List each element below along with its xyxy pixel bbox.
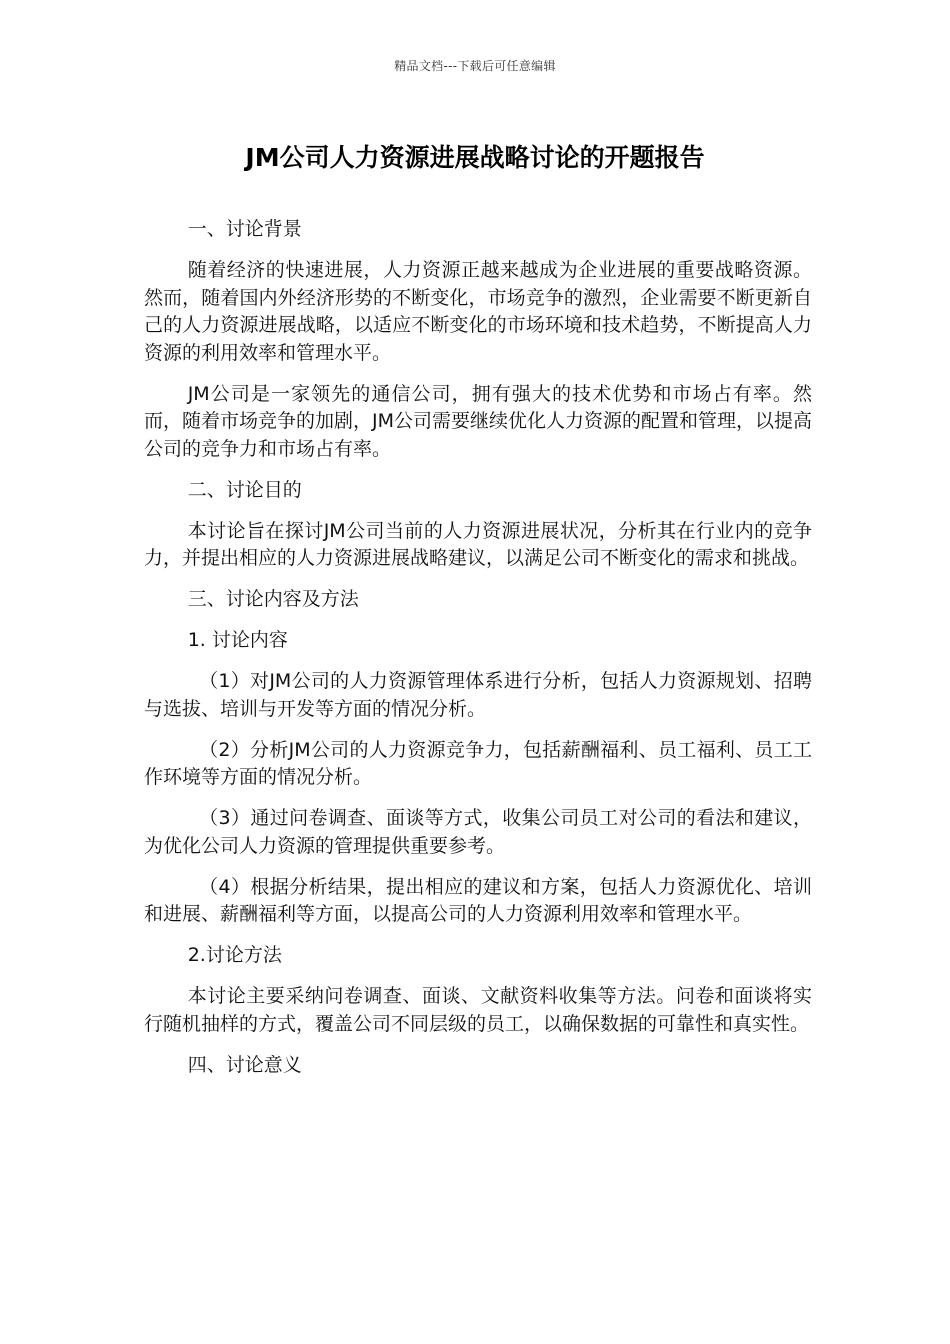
paragraph: 随着经济的快速进展，人力资源正越来越成为企业进展的重要战略资源。然而，随着国内外经济形势的不断变化，市场竞争的激烈，企业需要不断更新自己的人力资源进展战略，以适应不断变化的市场环境和技术趋势，不断提高人力资源的利用效率和管理水平。 <box>144 259 812 364</box>
subsection-heading-method: 2.讨论方法 <box>187 944 282 966</box>
subsection-heading-content: 1. 讨论内容 <box>187 629 288 651</box>
document-body <box>144 216 812 1093</box>
page-header: 精品文档---下载后可任意编辑 <box>394 59 556 73</box>
section-heading-significance: 四、讨论意义 <box>187 1053 302 1076</box>
section-heading-purpose: 二、讨论目的 <box>187 478 302 501</box>
section-heading-content-method: 三、讨论内容及方法 <box>187 588 359 610</box>
list-item: （1）对JM公司的人力资源管理体系进行分析，包括人力资源规划、招聘与选拔、培训与开发等方面的情况分析。 <box>144 670 812 720</box>
paragraph: JM公司是一家领先的通信公司，拥有强大的技术优势和市场占有率。然而，随着市场竞争的加剧，JM公司需要继续优化人力资源的配置和管理，以提高公司的竞争力和市场占有率。 <box>144 382 812 460</box>
paragraph: 本讨论旨在探讨JM公司当前的人力资源进展状况，分析其在行业内的竞争力，并提出相应的人力资源进展战略建议，以满足公司不断变化的需求和挑战。 <box>144 519 812 569</box>
list-item: （3）通过问卷调查、面谈等方式，收集公司员工对公司的看法和建议，为优化公司人力资源的管理提供重要参考。 <box>144 807 812 857</box>
paragraph: 本讨论主要采纳问卷调查、面谈、文献资料收集等方法。问卷和面谈将实行随机抽样的方式，覆盖公司不同层级的员工，以确保数据的可靠性和真实性。 <box>144 985 812 1035</box>
section-heading-background: 一、讨论背景 <box>187 218 302 240</box>
list-item: （2）分析JM公司的人力资源竞争力，包括薪酬福利、员工福利、员工工作环境等方面的情况分析。 <box>144 738 812 788</box>
list-item: （4）根据分析结果，提出相应的建议和方案，包括人力资源优化、培训和进展、薪酬福利等方面，以提高公司的人力资源利用效率和管理水平。 <box>144 875 812 925</box>
document-title: JM公司人力资源进展战略讨论的开题报告 <box>245 143 705 172</box>
